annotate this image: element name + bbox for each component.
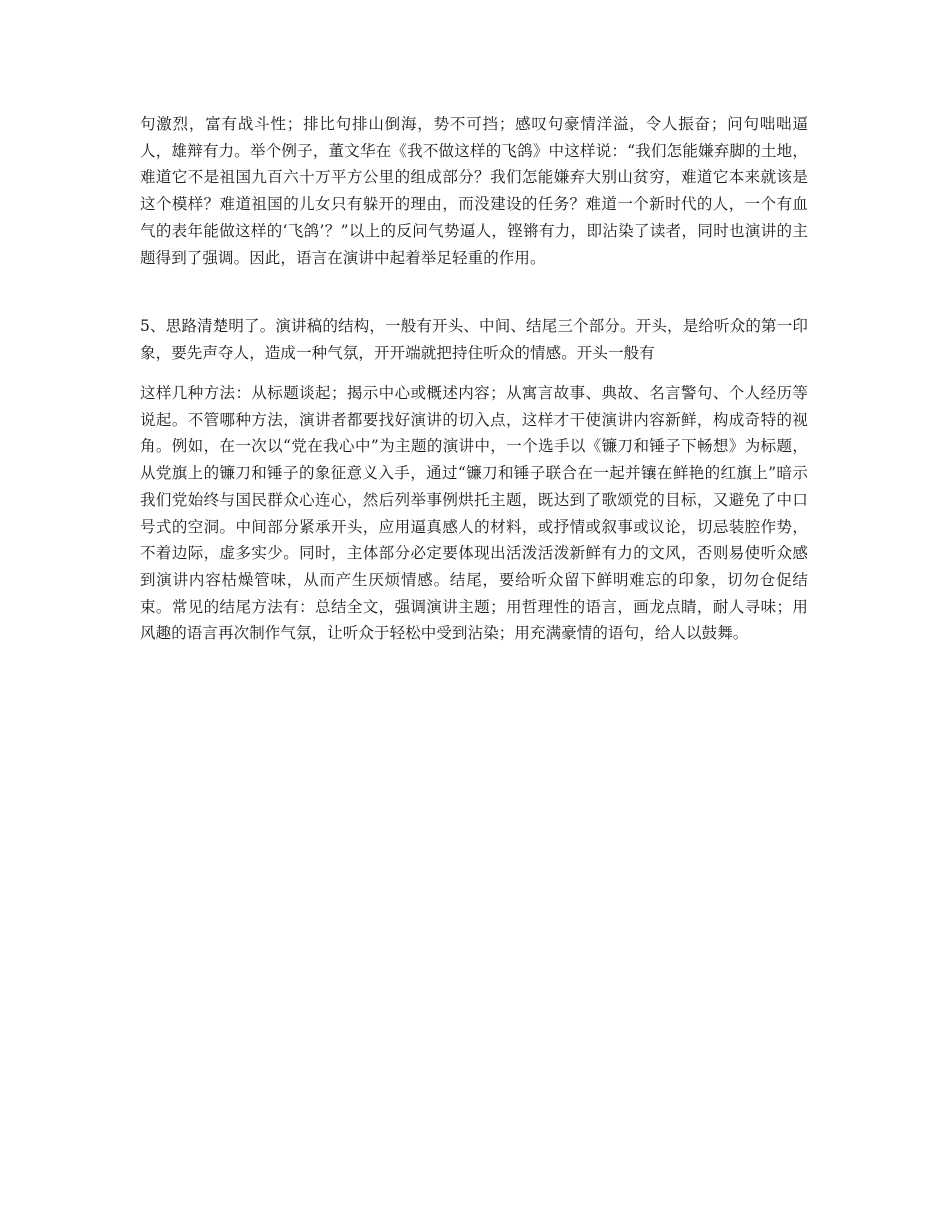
paragraph-structure-intro: 5、思路清楚明了。演讲稿的结构，一般有开头、中间、结尾三个部分。开头，是给听众的第一印象，要先声夺人，造成一种气氛，开开端就把持住听众的情感。开头一般有: [140, 317, 808, 362]
paragraph-language-effect: 句激烈，富有战斗性；排比句排山倒海，势不可挡；感叹句豪情洋溢，令人振奋；问句咄咄逼人，雄辩有力。举个例子，董文华在《我不做这样的飞鸽》中这样说：“我们怎能嫌弃脚的土地，难道它不是祖国九百六十万平方公里的组成部分？我们怎能嫌弃大别山贫穷，难道它本来就该是这个模样？难道祖国的儿女只有躲开的理由，而没建设的任务？难道一个新时代的人，一个有血气的表年能做这样的‘飞鸽’？”以上的反问气势逼人，铿锵有力，即沾染了读者，同时也演讲的主题得到了强调。因此，语言在演讲中起着举足轻重的作用。: [140, 115, 808, 267]
paragraph-opening-methods: 这样几种方法：从标题谈起；揭示中心或概述内容；从寓言故事、典故、名言警句、个人经历等说起。不管哪种方法，演讲者都要找好演讲的切入点，这样才干使演讲内容新鲜，构成奇特的视角。例如，在一次以“党在我心中”为主题的演讲中，一个选手以《镰刀和锤子下畅想》为标题，从党旗上的镰刀和锤子的象征意义入手，通过“镰刀和锤子联合在一起并镶在鲜艳的红旗上”暗示我们党始终与国民群众心连心，然后列举事例烘托主题，既达到了歌颂党的目标，又避免了中口号式的空洞。中间部分紧承开头，应用逼真感人的材料，或抒情或叙事或议论，切忌装腔作势，不着边际，虚多实少。同时，主体部分必定要体现出活泼活泼新鲜有力的文风，否则易使听众感到演讲内容枯燥管味，从而产生厌烦情感。结尾，要给听众留下鲜明难忘的印象，切勿仓促结束。常见的结尾方法有：总结全文，强调演讲主题；用哲理性的语言，画龙点睛，耐人寻味；用风趣的语言再次制作气氛，让听众于轻松中受到沾染；用充满豪情的语句，给人以鼓舞。: [140, 384, 808, 643]
